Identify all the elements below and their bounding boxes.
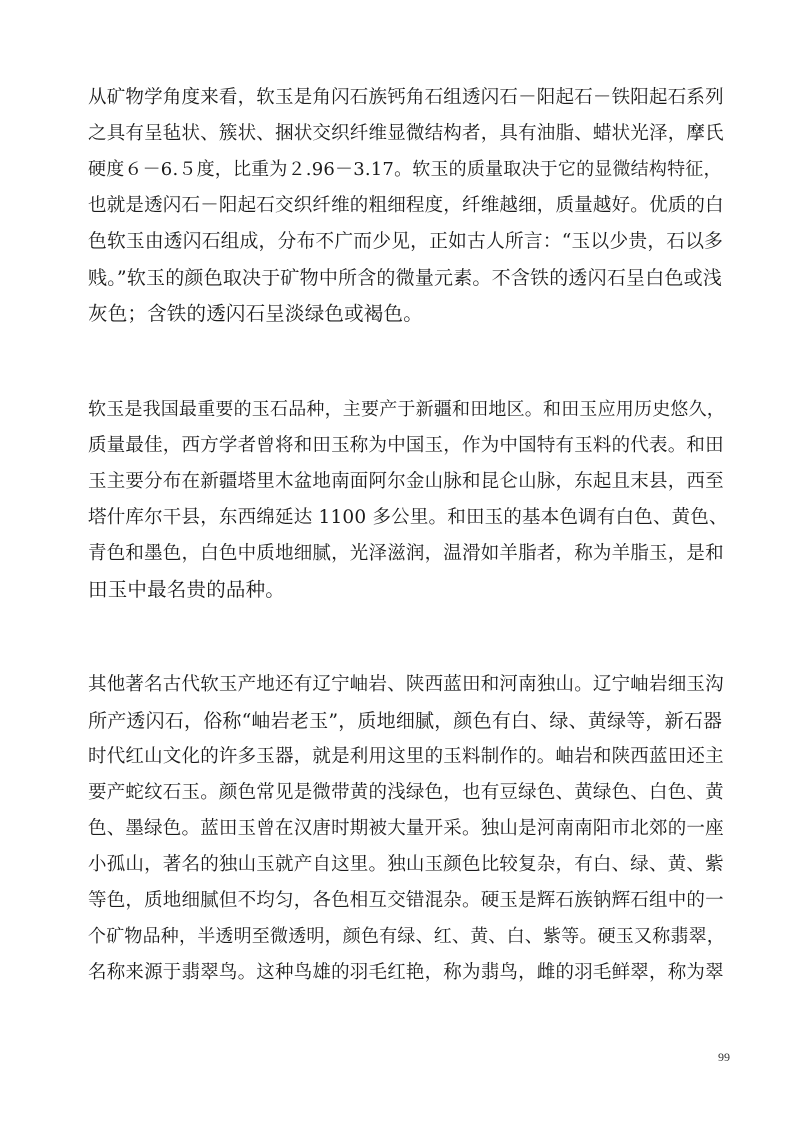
text-line: 玉主要分布在新疆塔里木盆地南面阿尔金山脉和昆仑山脉，东起且末县，西至	[88, 471, 724, 492]
text-line: 时代红山文化的许多玉器，就是利用这里的玉料制作的。岫岩和陕西蓝田还主	[88, 746, 724, 767]
text-line: 之具有呈毡状、簇状、捆状交织纤维显微结构者，具有油脂、蜡状光泽，摩氏	[88, 123, 724, 144]
text-line: 等色，质地细腻但不均匀，各色相互交错混杂。硬玉是辉石族钠辉石组中的一	[88, 890, 724, 911]
text-line: 贱。”软玉的颜色取决于矿物中所含的微量元素。不含铁的透闪石呈白色或浅	[88, 267, 723, 289]
page-number: 99	[718, 1050, 730, 1064]
text-line: 田玉中最名贵的品种。	[88, 578, 286, 601]
text-line: 色、墨绿色。蓝田玉曾在汉唐时期被大量开采。独山是河南南阳市北郊的一座	[88, 818, 724, 839]
paragraph-other-jade-sources	[88, 667, 728, 991]
text-line: 要产蛇纹石玉。颜色常见是微带黄的浅绿色，也有豆绿色、黄绿色、白色、黄	[88, 782, 724, 803]
text-line: 软玉是我国最重要的玉石品种，主要产于新疆和田地区。和田玉应用历史悠久，	[88, 399, 725, 420]
paragraph-hetian-jade	[88, 392, 728, 608]
text-line: 小孤山，著名的独山玉就产自这里。独山玉颜色比较复杂，有白、绿、黄、紫	[88, 854, 724, 875]
text-line: 灰色；含铁的透闪石呈淡绿色或褐色。	[88, 302, 423, 325]
text-line: 所产透闪石，俗称“岫岩老玉”，质地细腻，颜色有白、绿、黄绿等，新石器	[88, 710, 723, 732]
text-line: 塔什库尔干县，东西绵延达 1100 多公里。和田玉的基本色调有白色、黄色、	[88, 507, 728, 528]
text-line: 也就是透闪石－阳起石交织纤维的粗细程度，纤维越细，质量越好。优质的白	[88, 195, 724, 216]
text-line: 个矿物品种，半透明至微透明，颜色有绿、红、黄、白、紫等。硬玉又称翡翠，	[88, 926, 725, 947]
text-line: 青色和墨色，白色中质地细腻，光泽滋润，温滑如羊脂者，称为羊脂玉，是和	[88, 543, 724, 564]
text-line: 其他著名古代软玉产地还有辽宁岫岩、陕西蓝田和河南独山。辽宁岫岩细玉沟	[88, 674, 724, 695]
text-line: 名称来源于翡翠鸟。这种鸟雄的羽毛红艳，称为翡鸟，雌的羽毛鲜翠，称为翠	[88, 962, 724, 983]
text-line: 色软玉由透闪石组成，分布不广而少见，正如古人所言：“玉以少贵，石以多	[88, 231, 724, 252]
text-line: 硬度６－6.５度，比重为２.96－3.17。软玉的质量取决于它的显微结构特征，	[88, 159, 722, 180]
text-line: 质量最佳，西方学者曾将和田玉称为中国玉，作为中国特有玉料的代表。和田	[88, 435, 724, 456]
text-line: 从矿物学角度来看，软玉是角闪石族钙角石组透闪石－阳起石－铁阳起石系列	[88, 87, 724, 108]
paragraph-nephrite-mineralogy	[88, 80, 728, 332]
